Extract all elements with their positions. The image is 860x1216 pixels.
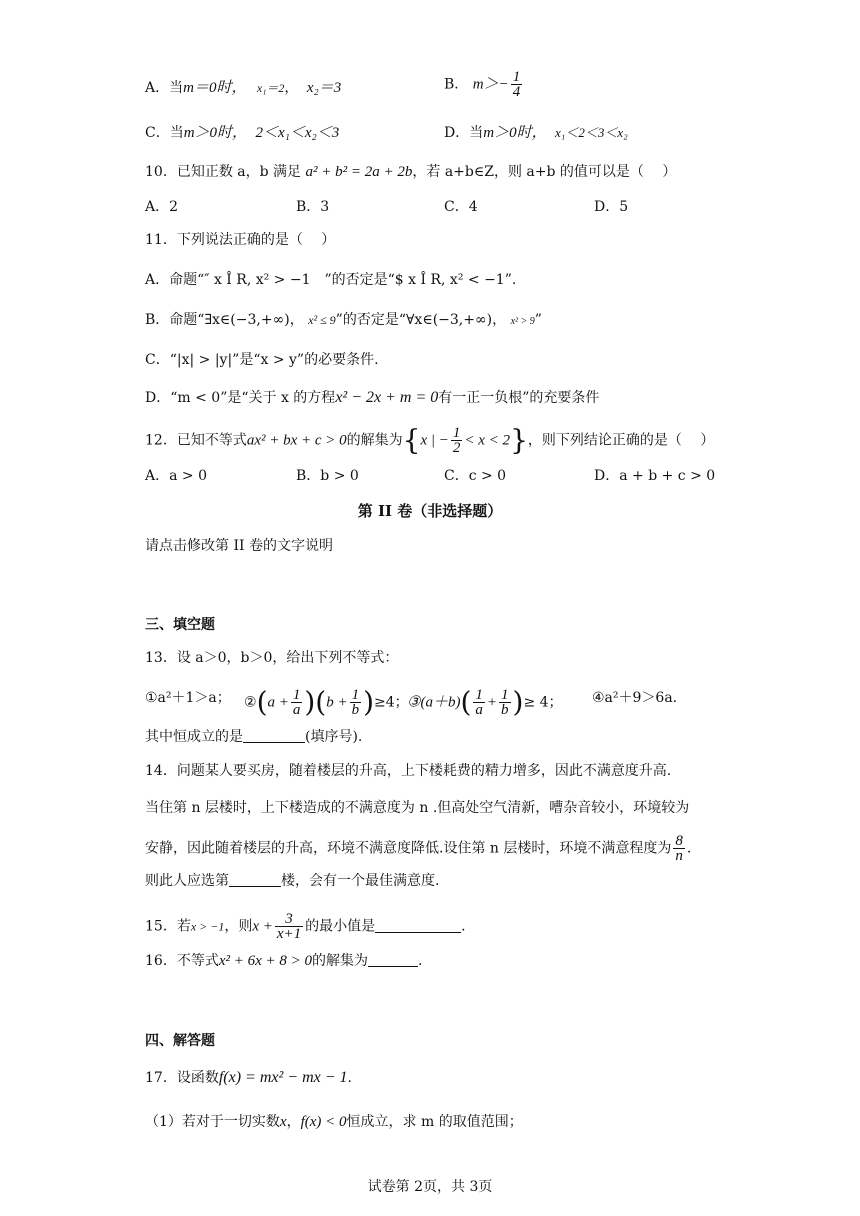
q12-option-c: C．c > 0 [444,468,507,484]
q16-answer-blank[interactable] [368,952,418,967]
section-2-title: 第 II 卷（非选择题） [357,502,503,520]
q13-item-4: ④a²＋9＞6a. [592,690,678,706]
q9-option-d: D．当m＞0时， x₁＜2＜3＜x₂ [444,125,628,141]
q10-option-a: A．2 [145,199,179,215]
q9-option-b: B． m＞− $\frac{1}{4}$ [444,69,521,100]
q10-option-b: B．3 [296,199,330,215]
q12-option-b: B．b > 0 [296,468,359,484]
q12-option-a: A．a > 0 [145,468,207,484]
q10-option-d: D．5 [594,199,629,215]
q9-option-a: A．当m＝0时， x₁＝2， x₂＝3 [145,80,342,96]
q13-item-1: ①a²＋1＞a； [145,690,231,706]
q13-answer-blank[interactable] [243,728,305,743]
q13-item-2: ②(a + $\frac{1}{a}$ )(b + $\frac{1}{b}$ )≥4； [244,685,409,719]
q14-answer-blank[interactable] [229,872,281,887]
q12-option-d: D．a + b + c > 0 [594,468,716,484]
q13-item-3: ③(a＋b)( $\frac{1}{a}$ + $\frac{1}{b}$ )≥ 4； [407,685,563,719]
page-footer: 试卷第 2页，共 3页 [367,1179,493,1195]
q9-option-c: C．当m＞0时， 2＜x₁＜x₂＜3 [145,125,340,141]
q10-option-c: C．4 [444,199,478,215]
q15-answer-blank[interactable] [375,918,461,933]
